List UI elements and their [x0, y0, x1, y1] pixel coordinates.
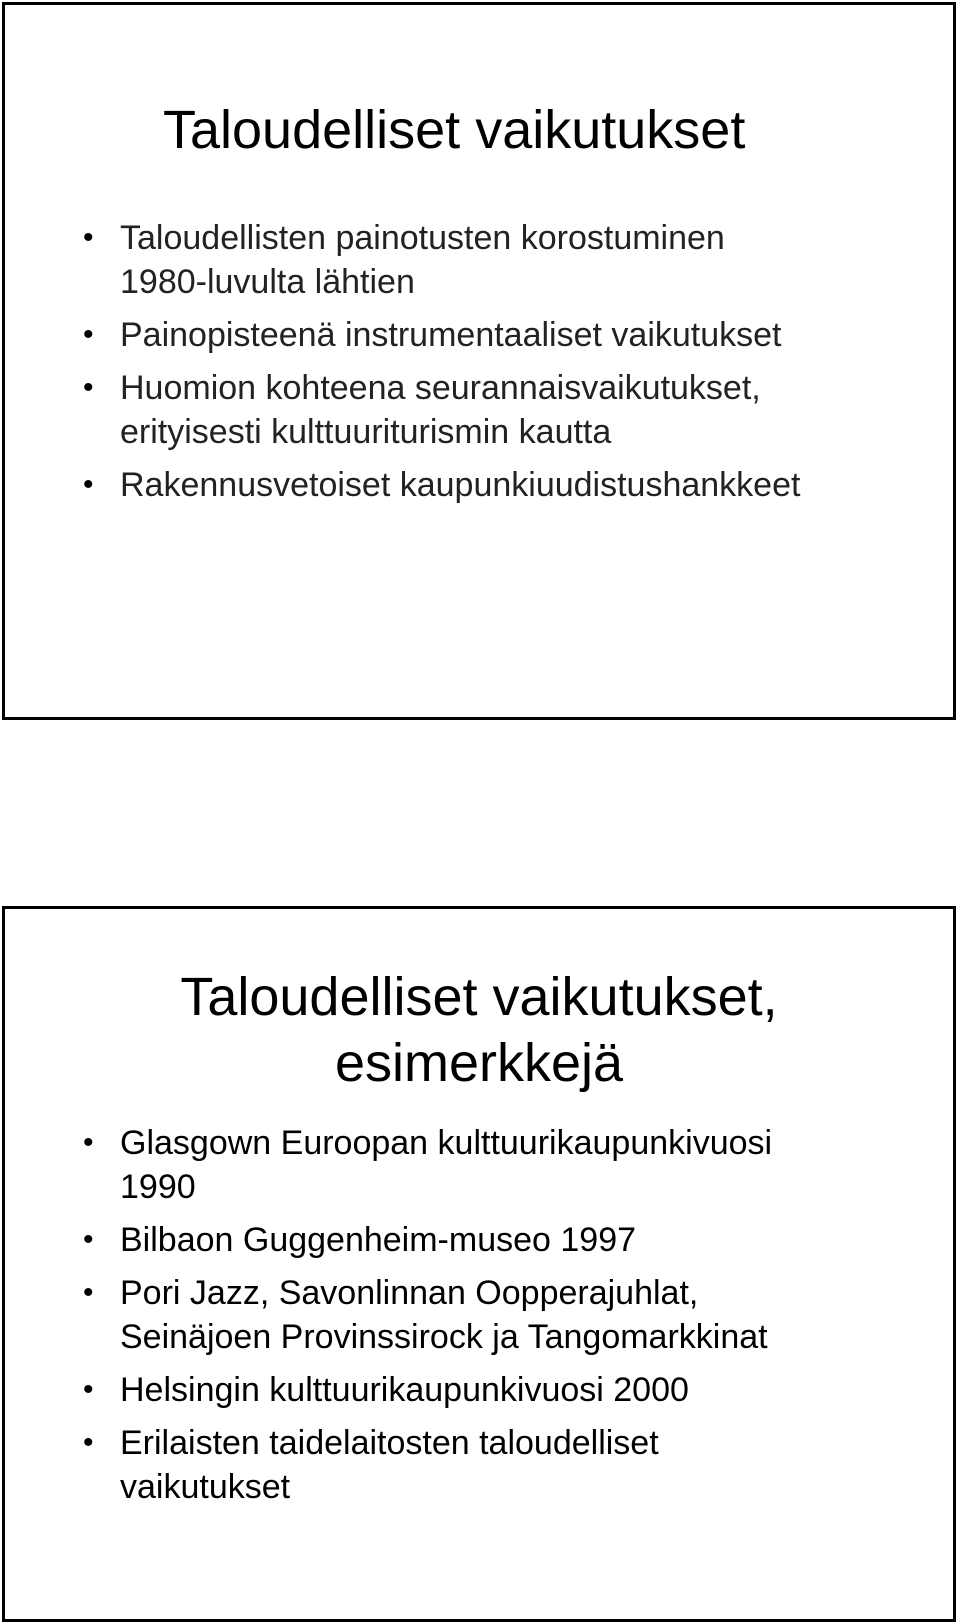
- slide-2: [2, 906, 956, 1622]
- bullet-marker: •: [83, 1276, 94, 1309]
- bullet-text: 1990: [120, 1168, 196, 1206]
- bullet-text: Erilaisten taidelaitosten taloudelliset: [120, 1424, 659, 1462]
- bullet-item: [83, 463, 800, 507]
- bullet-item: [83, 366, 800, 454]
- slide-1-title: Taloudelliset vaikutukset: [163, 100, 746, 160]
- bullet-marker: •: [83, 1426, 94, 1459]
- bullet-item: [83, 313, 800, 357]
- bullet-text: Painopisteenä instrumentaaliset vaikutukset: [120, 316, 782, 354]
- slide-1: [2, 2, 956, 720]
- bullet-marker: •: [83, 468, 94, 501]
- bullet-marker: •: [83, 371, 94, 404]
- bullet-text: Seinäjoen Provinssirock ja Tangomarkkinat: [120, 1318, 768, 1356]
- bullet-marker: •: [83, 1223, 94, 1256]
- bullet-item: [83, 1271, 772, 1359]
- slide-1-bullet-list: [83, 216, 800, 516]
- bullet-text: erityisesti kulttuuriturismin kautta: [120, 413, 612, 451]
- slide-2-title-line: Taloudelliset vaikutukset,: [180, 967, 778, 1027]
- bullet-text: Glasgown Euroopan kulttuurikaupunkivuosi: [120, 1124, 773, 1162]
- slide-2-bullet-list: [83, 1121, 772, 1518]
- bullet-item: [83, 216, 800, 304]
- bullet-text: Taloudellisten painotusten korostuminen: [120, 219, 725, 257]
- bullet-marker: •: [83, 318, 94, 351]
- bullet-text: Pori Jazz, Savonlinnan Oopperajuhlat,: [120, 1274, 699, 1312]
- slide-2-title-line: esimerkkejä: [334, 1033, 624, 1093]
- bullet-item: [83, 1368, 772, 1412]
- slide-2-title: [5, 964, 953, 1096]
- bullet-marker: •: [83, 221, 94, 254]
- bullet-item: [83, 1218, 772, 1262]
- bullet-marker: •: [83, 1373, 94, 1406]
- bullet-item: [83, 1121, 772, 1209]
- bullet-marker: •: [83, 1126, 94, 1159]
- bullet-text: Huomion kohteena seurannaisvaikutukset,: [120, 369, 761, 407]
- bullet-text: vaikutukset: [120, 1468, 291, 1506]
- bullet-text: Rakennusvetoiset kaupunkiuudistushankkeet: [120, 466, 801, 504]
- bullet-text: 1980-luvulta lähtien: [120, 263, 415, 301]
- bullet-item: [83, 1421, 772, 1509]
- bullet-text: Bilbaon Guggenheim-museo 1997: [120, 1221, 637, 1259]
- bullet-text: Helsingin kulttuurikaupunkivuosi 2000: [120, 1371, 689, 1409]
